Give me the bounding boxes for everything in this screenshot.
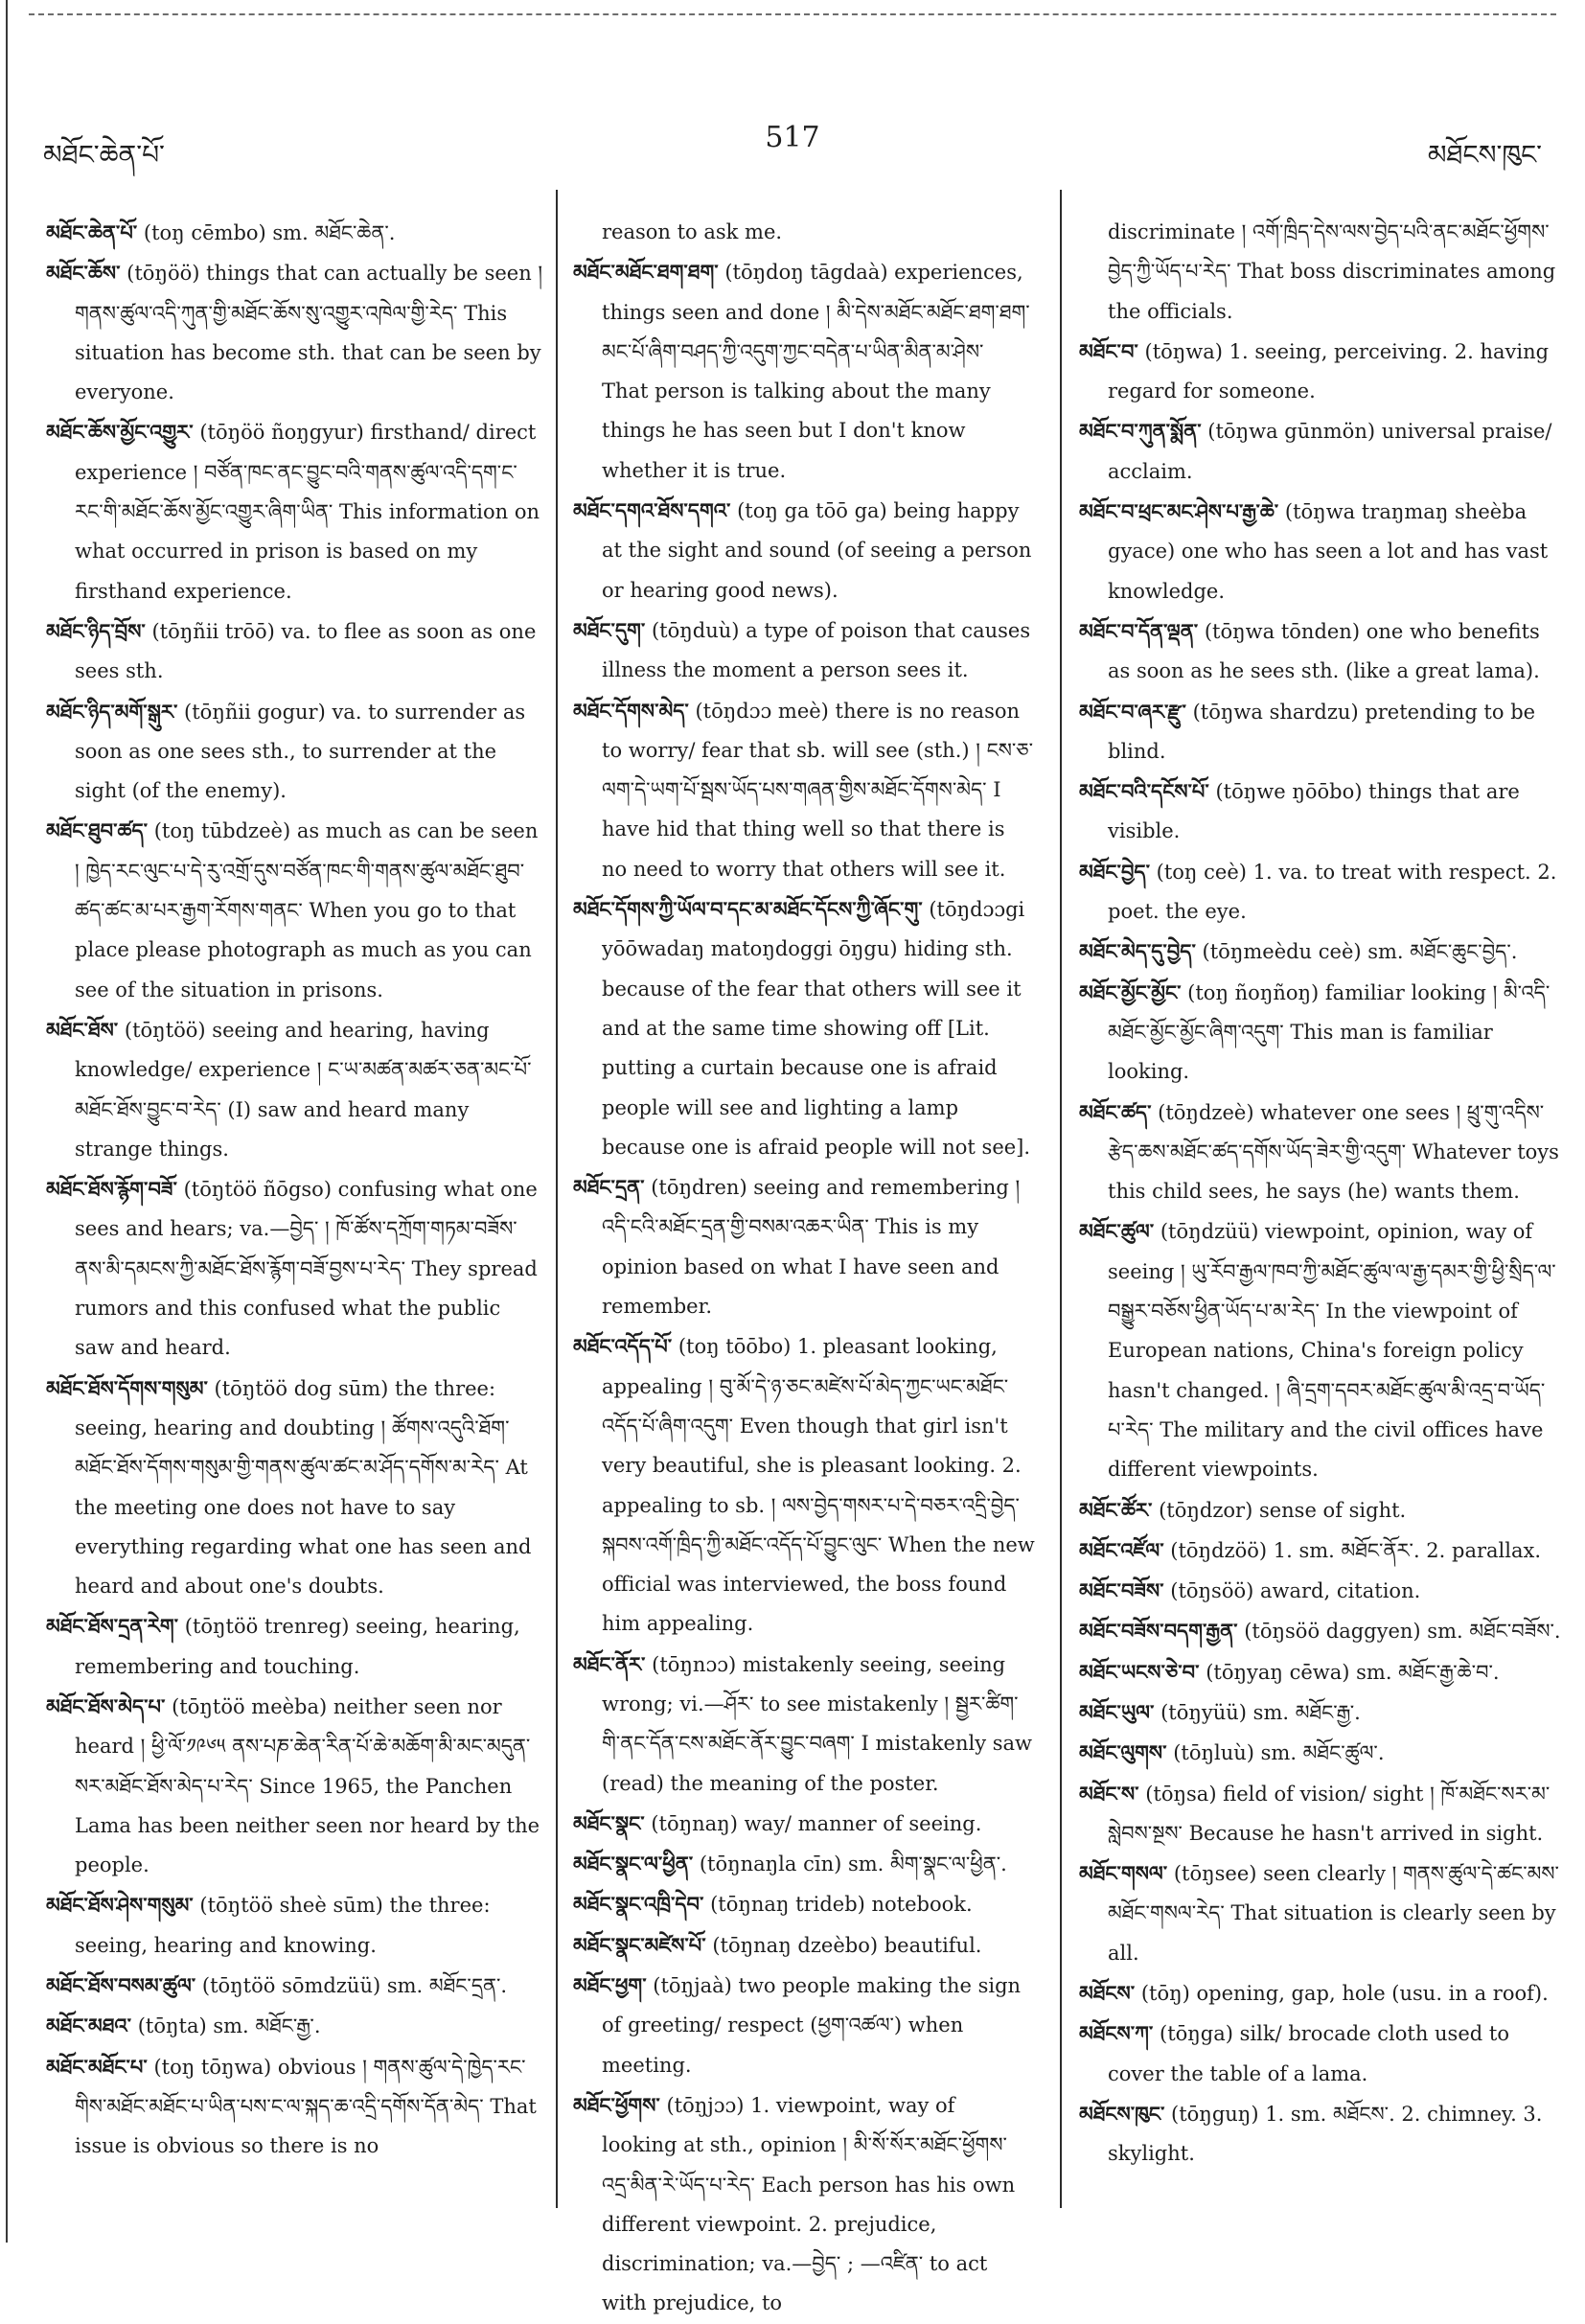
headword: མཐོང་མཐོང་ཐག་ཐག་ <box>573 260 719 285</box>
definition-text: (tōŋsöö) award, citation. <box>1163 1579 1421 1603</box>
definition-text: (tōŋtöö sheè sūm) the three: seeing, hearing and knowing. <box>75 1894 491 1957</box>
dictionary-entry <box>573 691 1035 889</box>
dictionary-entry <box>46 213 544 253</box>
dictionary-entry <box>1079 1692 1562 1733</box>
definition-text: (tōŋwe ŋōōbo) things that are visible. <box>1108 780 1520 843</box>
dictionary-entry <box>46 611 544 692</box>
definition-text: (tōŋjaà) two people making the sign of greeting/ respect (ཕྱག་འཚལ་) when meeting. <box>602 1974 1022 2077</box>
definition-text: (tōŋsa) field of vision/ sight ། ཁོ་མཐོང་སར་མ་སླེབས་སྔས་ Because he hasn't arrived in sight. <box>1108 1782 1551 1845</box>
dictionary-entry <box>573 2085 1035 2324</box>
definition-text: (tōŋmeèdu ceè) sm. མཐོང་ཆུང་བྱེད་. <box>1195 940 1518 964</box>
definition-text: (tōŋnaŋla cīn) sm. མིག་སྣང་ལ་ཕྱིན་. <box>693 1852 1007 1876</box>
headword: མཐོང་ཕྱོགས་ <box>573 2092 660 2117</box>
headword: མཐོང་ཐོས་མེད་པ་ <box>46 1693 166 1718</box>
headword: མཐོང་མེད་དུ་བྱེད་ <box>1079 939 1196 964</box>
definition-text: (toŋ ga tōō ga) being happy at the sight and sound (of seeing a person or hearing good news). <box>602 499 1032 602</box>
definition-text: (tōŋluù) sm. མཐོང་ཚུལ་. <box>1166 1741 1385 1765</box>
definition-text: reason to ask me. <box>602 220 783 243</box>
dictionary-entry <box>1079 2013 1562 2094</box>
dictionary-entry <box>573 1167 1035 1326</box>
definition-text: (tōŋdzor) sense of sight. <box>1152 1498 1407 1522</box>
headword: མཐོང་བཟོས་ <box>1079 1578 1164 1603</box>
dictionary-entry <box>1079 973 1562 1093</box>
dictionary-entry <box>1079 1490 1562 1530</box>
dictionary-entry <box>1079 1571 1562 1611</box>
headword: མཐོང་བ་དོན་ལྡན་ <box>1079 618 1199 643</box>
headword: མཐོང་ཐོས་བསམ་ཚུལ་ <box>46 1973 196 1998</box>
headword: མཐོང་བཟོས་བདག་རྒྱན་ <box>1079 1619 1238 1644</box>
headword: མཐོང་ཕྱག་ <box>573 1973 647 1998</box>
dictionary-entry <box>1079 1733 1562 1773</box>
dictionary-entry <box>1079 611 1562 692</box>
dictionary-entry <box>46 253 544 412</box>
headword: མཐོངས་ཁུང་ <box>1079 2101 1165 2126</box>
headword: མཐོང་བ་ <box>1079 338 1138 363</box>
definition-text: (tōŋwa shardzu) pretending to be blind. <box>1108 700 1536 763</box>
dictionary-entry <box>1079 1530 1562 1571</box>
headword: མཐོང་ས་ <box>1079 1781 1139 1806</box>
headword: མཐོང་ཐོས་ <box>46 1017 119 1042</box>
headword: མཐོང་སྣང་འཁྲི་དེབ་ <box>573 1892 704 1917</box>
definition-text: (tōŋsee) seen clearly ། གནས་ཚུལ་དེ་ཚང་མས་མཐོང་གསལ་རེད་ That situation is clearly seen by all. <box>1108 1862 1559 1965</box>
dictionary-entry <box>573 1326 1035 1644</box>
left-guide-word: མཐོང་ཆེན་པོ་ <box>43 139 165 171</box>
dictionary-entry <box>573 1966 1035 2085</box>
definition-text: (tōŋsöö daggyen) sm. མཐོང་བཟོས་. <box>1237 1620 1561 1644</box>
dictionary-entry <box>46 1966 544 2006</box>
definition-text: (tōŋga) silk/ brocade cloth used to cover the table of a lama. <box>1108 2022 1509 2085</box>
dictionary-entry <box>1079 213 1562 332</box>
headword: མཐོངས་ཀ་ <box>1079 2021 1154 2046</box>
dictionary-entry <box>46 1169 544 1368</box>
dictionary-entry <box>46 692 544 812</box>
definition-text: (toŋ ceè) 1. va. to treat with respect. 2. poet. the eye. <box>1108 860 1557 924</box>
dictionary-entry <box>1079 492 1562 611</box>
definition-text: (toŋ ñoŋñoŋ) familiar looking ། མི་འདི་མཐོང་མྱོང་མྱོང་ཞིག་འདུག་ This man is familiar looking. <box>1108 980 1551 1084</box>
headword: མཐོང་དོགས་མེད་ <box>573 698 689 723</box>
dictionary-entry <box>1079 1093 1562 1212</box>
definition-text: (tōŋduù) a type of poison that causes illness the moment a person sees it. <box>602 618 1031 682</box>
definition-text: discriminate ། འགོ་ཁྲིད་དེས་ལས་བྱེད་པའི་ནང་མཐོང་ཕྱོགས་བྱེད་ཀྱི་ཡོད་པ་རེད་ That boss discriminates among the officials. <box>1108 220 1556 323</box>
headword: མཐོང་ཚུལ་ <box>1079 1219 1155 1244</box>
dictionary-entry <box>573 1804 1035 1844</box>
headword: མཐོང་མཐོང་པ་ <box>46 2054 148 2079</box>
definition-text: (tōŋnaŋ) way/ manner of seeing. <box>644 1811 982 1835</box>
definition-text: (tōŋöö) things that can actually be seen ། གནས་ཚུལ་འདི་ཀུན་གྱི་མཐོང་ཆོས་སུ་འགྱུར་འཁེལ་གྱི་རེད་ This situation has become sth. that can be seen by everyone. <box>75 262 543 404</box>
dictionary-entry <box>1079 1611 1562 1651</box>
headword: མཐོང་ཆེན་པོ་ <box>46 220 138 244</box>
definition-text: (tōŋyüü) sm. མཐོང་རྒྱ་. <box>1154 1700 1361 1724</box>
headword: མཐོང་ཉིད་མགོ་སྒུར་ <box>46 699 178 724</box>
dictionary-entry <box>46 811 544 1009</box>
definition-text: (tōŋdoŋ tāgdaà) experiences, things seen and done ། མི་དེས་མཐོང་མཐོང་ཐག་ཐག་མང་པོ་ཞིག་བཤད་ཀྱི་འདུག་ཀྱང་བདེན་པ་ཡིན་མིན་མ་ཤེས་ That person is talking about the many things he has seen but I don't know whether it is true. <box>602 261 1030 482</box>
definition-text: (tōŋnɔɔ) mistakenly seeing, seeing wrong; vi.—ཤོར་ to see mistakenly ། སྦྱར་ཚིག་གི་ནང་དོན་ངས་མཐོང་ནོར་བྱུང་བཞག་ I mistakenly saw (read) the meaning of the poster. <box>602 1652 1033 1795</box>
headword: མཐོང་སྣང་མཛེས་པོ་ <box>573 1932 706 1957</box>
dictionary-entry <box>573 889 1035 1167</box>
column-divider <box>556 190 558 2208</box>
headword: མཐོང་དྲན་ <box>573 1175 645 1200</box>
definition-text: (tōŋdzöö) 1. sm. མཐོང་ནོར་. 2. parallax. <box>1163 1538 1542 1562</box>
dictionary-entry <box>1079 411 1562 492</box>
page-edge-line <box>6 0 8 2243</box>
headword: མཐོང་དུག་ <box>573 617 646 642</box>
dictionary-entry <box>46 412 544 610</box>
headword: མཐོང་འཛོལ་ <box>1079 1537 1164 1562</box>
definition-text: (toŋ cēmbo) sm. མཐོང་ཆེན་. <box>137 221 396 244</box>
definition-text: (tōŋguŋ) 1. sm. མཐོངས་. 2. chimney. 3. skylight. <box>1108 2102 1543 2166</box>
headword: མཐོང་བྱེད་ <box>1079 859 1150 884</box>
dictionary-entry <box>46 1885 544 1966</box>
definition-text: (tōŋtöö sōmdzüü) sm. མཐོང་དྲན་. <box>195 1974 508 1998</box>
definition-text: (tōŋwa tōnden) one who benefits as soon as he sees sth. (like a great lama). <box>1108 619 1540 683</box>
definition-text: (toŋ tūbdzeè) as much as can be seen ། ཁྱེད་རང་ལུང་པ་དེ་རུ་འགྲོ་དུས་བཙོན་ཁང་གི་གནས་ཚུལ་མཐོང་ཐུབ་ཚད་ཚང་མ་པར་རྒྱག་རོགས་གནང་ When you go to that place please photograph as much as you can see of the situation in prisons. <box>75 819 539 1001</box>
definition-text: (tōŋtöö meèba) neither seen nor heard ། ཕྱི་ལོ་༡༩༦༥ ནས་པཎ་ཆེན་རིན་པོ་ཆེ་མཆོག་མི་མང་མདུན་སར་མཐོང་ཐོས་མེད་པ་རེད་ Since 1965, the Panchen Lama has been neither seen nor heard by the people. <box>75 1694 540 1877</box>
dictionary-entry <box>573 1884 1035 1924</box>
definition-text: (tōŋñii gogur) va. to surrender as soon as one sees sth., to surrender at the sight (of the enemy). <box>75 700 526 803</box>
definition-text: (tōŋjɔɔ) 1. viewpoint, way of looking at sth., opinion ། མི་སོ་སོར་མཐོང་ཕྱོགས་འདྲ་མིན་རེ་ཡོད་པ་རེད་ Each person has his own different viewpoint. 2. prejudice, discrimination; va.—བྱེད་ ; —འཛིན་ to act with prejudice, to <box>602 2093 1016 2315</box>
definition-text: (tōŋñii trōō) va. to flee as soon as one sees sth. <box>75 619 537 683</box>
definition-text: (tōŋ) opening, gap, hole (usu. in a roof). <box>1135 1982 1549 2006</box>
dictionary-entry <box>1079 932 1562 972</box>
definition-text: (tōŋta) sm. མཐོང་རྒྱ་. <box>131 2014 321 2038</box>
definition-text: (tōŋtöö doɡ sūm) the three: seeing, hearing and doubting ། ཚོགས་འདུའི་ཐོག་མཐོང་ཐོས་དོགས་གསུམ་གྱི་གནས་ཚུལ་ཚང་མ་ཤོད་དགོས་མ་རེད་ At the meeting one does not have to say everything regarding what one has seen and heard and about one's doubts. <box>75 1376 532 1599</box>
definition-text: (tōŋtöö) seeing and hearing, having knowledge/ experience ། ང་ཡ་མཚན་མཚར་ཅན་མང་པོ་མཐོང་ཐོས་བྱུང་བ་རེད་ (I) saw and heard many strange things. <box>75 1018 532 1161</box>
dictionary-entry <box>1079 1973 1562 2013</box>
definition-text: (tōŋwa traŋmaŋ sheèba gyace) one who has seen a lot and has vast knowledge. <box>1108 500 1549 603</box>
top-border-rule <box>29 13 1556 15</box>
headword: མཐོང་མཐའ་ <box>46 2013 132 2038</box>
headword: མཐོང་ཆོས་ <box>46 261 121 286</box>
dictionary-entry <box>573 213 1035 252</box>
dictionary-entry <box>1079 332 1562 412</box>
dictionary-entry <box>1079 852 1562 932</box>
dictionary-entry <box>1079 2094 1562 2174</box>
dictionary-entry <box>573 1645 1035 1804</box>
definition-text: (tōŋdren) seeing and remembering ། འདི་ངའི་མཐོང་དྲན་གྱི་བསམ་འཆར་ཡིན་ This is my opinion based on what I have seen and remember. <box>602 1176 1021 1319</box>
definition-text: (tōŋdzeè) whatever one sees ། ཕྲུ་གུ་འདིས་རྩེད་ཆས་མཐོང་ཚད་དགོས་ཡོད་ཟེར་གྱི་འདུག་ Whatever toys this child sees, he says (he) wants them. <box>1108 1100 1559 1204</box>
headword: མཐོང་ཐོས་རྙོག་བཟོ་ <box>46 1177 177 1202</box>
headword: མཐོང་སྣང་ <box>573 1810 645 1835</box>
dictionary-entry <box>46 2006 544 2046</box>
dictionary-entry <box>1079 692 1562 772</box>
definition-text: (tōŋdɔɔgi yōōwadaŋ matoŋdoggi ōŋgu) hiding sth. because of the fear that others will see it and at the same time showing off [Lit. putting a curtain because one is afraid people will see and lighting a lamp because one is afraid people will not see]. <box>602 898 1031 1159</box>
definition-text: (tōŋdɔɔ meè) there is no reason to worry/ fear that sb. will see (sth.) ། ངས་ཅ་ལག་དེ་ཡག་པོ་སྦས་ཡོད་པས་གཞན་གྱིས་མཐོང་དོགས་མེད་ I have hid that thing well so that there is no need to worry that others will see it. <box>602 699 1034 881</box>
definition-text: (tōŋtöö trenreg) seeing, hearing, remembering and touching. <box>75 1615 520 1678</box>
definition-text: (tōŋdzüü) viewpoint, opinion, way of seeing ། ཡུ་རོབ་རྒྱལ་ཁབ་ཀྱི་མཐོང་ཚུལ་ལ་རྒྱ་དམར་གྱི་ཕྱི་སྲིད་ལ་བསྒྱུར་བཅོས་ཕྱིན་ཡོད་པ་མ་རེད་ In the viewpoint of European nations, China's foreign policy hasn't changed. ། ཞི་དྲག་དབར་མཐོང་ཚུལ་མི་འདྲ་བ་ཡོད་པ་རེད་ The military and the civil offices have different viewpoints. <box>1108 1220 1556 1482</box>
definition-text: (toŋ tōŋwa) obvious ། གནས་ཚུལ་དེ་ཁྱེད་རང་གིས་མཐོང་མཐོང་པ་ཡིན་པས་ང་ལ་སྐད་ཆ་འདྲི་དགོས་དོན་མེད་ That issue is obvious so there is no <box>75 2055 537 2158</box>
headword: མཐོང་ཐོས་དྲན་རེག་ <box>46 1614 179 1639</box>
definition-text: (tōŋyaŋ cēwa) sm. མཐོང་རྒྱ་ཆེ་བ་. <box>1199 1660 1500 1684</box>
dictionary-entry <box>1079 1853 1562 1973</box>
right-guide-word: མཐོངས་ཁུང་ <box>1427 139 1542 171</box>
headword: མཐོང་ཐོས་དོགས་གསུམ་ <box>46 1375 208 1400</box>
headword: མཐོང་ཚད་ <box>1079 1099 1152 1124</box>
headword: མཐོང་ཚོར་ <box>1079 1497 1153 1522</box>
headword: མཐོང་བ་ཕྲང་མང་ཤེས་པ་རྒྱ་ཆེ་ <box>1079 499 1279 524</box>
definition-text: (tōŋtöö ñōgso) confusing what one sees and hears; va.—བྱེད་ ། ཁོ་ཚོས་དཀྲོག་གཏམ་བཟོས་ནས་མི་དམངས་ཀྱི་མཐོང་ཐོས་རྙོག་བཟོ་བྱས་པ་རེད་ They spread rumors and this confused what the public saw and heard. <box>75 1178 538 1360</box>
definition-text: (tōŋnaŋ dzeèbo) beautiful. <box>705 1933 982 1957</box>
dictionary-entry <box>46 1606 544 1687</box>
definition-text: (tōŋwa) 1. seeing, perceiving. 2. having regard for someone. <box>1108 339 1550 403</box>
page-number: 517 <box>765 121 820 154</box>
dictionary-entry <box>573 1925 1035 1966</box>
dictionary-entry <box>1079 1211 1562 1489</box>
dictionary-entry <box>573 491 1035 610</box>
headword: མཐོང་བ་ཀུན་སྨོན་ <box>1079 419 1202 444</box>
dictionary-entry <box>1079 771 1562 852</box>
headword: མཐོང་འདོད་པོ་ <box>573 1334 673 1359</box>
column-divider <box>1060 190 1062 2208</box>
dictionary-entry <box>1079 1774 1562 1854</box>
column-1 <box>46 213 544 2167</box>
dictionary-entry <box>573 252 1035 491</box>
headword: མཐོངས་ <box>1079 1981 1136 2006</box>
headword: མཐོང་ཡངས་ཅེ་བ་ <box>1079 1659 1200 1684</box>
headword: མཐོང་དོགས་ཀྱི་ཡོལ་བ་དང་མ་མཐོང་དོངས་ཀྱི་ཞོང་གུ་ <box>573 897 923 922</box>
dictionary-entry <box>46 2047 544 2167</box>
headword: མཐོང་ཐུབ་ཚད་ <box>46 818 149 843</box>
dictionary-entry <box>573 610 1035 691</box>
headword: མཐོང་བའི་དངོས་པོ་ <box>1079 779 1209 804</box>
definition-text: (toŋ tōōbo) 1. pleasant looking, appealing ། བུ་མོ་དེ་ཉ་ཅང་མཛེས་པོ་མེད་ཀྱང་ཡང་མཐོང་འདོད་པོ་ཞིག་འདུག་ Even though that girl isn't very beautiful, she is pleasant looking. 2. appealing to sb. ། ལས་བྱེད་གསར་པ་དེ་བཅར་འདྲི་བྱེད་སྐབས་འགོ་ཁྲིད་ཀྱི་མཐོང་འདོད་པོ་བྱུང་ལུང་ When the new official was interviewed, the boss found him appealing. <box>602 1335 1035 1636</box>
definition-text: (tōŋwa gūnmön) universal praise/ acclaim. <box>1108 420 1552 483</box>
headword: མཐོང་དགའ་ཐོས་དགའ་ <box>573 498 731 523</box>
headword: མཐོང་ལུགས་ <box>1079 1740 1167 1765</box>
dictionary-entry <box>46 1687 544 1885</box>
dictionary-entry <box>46 1010 544 1169</box>
definition-text: (tōŋöö ñoŋgyur) firsthand/ direct experience ། བཙོན་ཁང་ནང་བྱུང་བའི་གནས་ཚུལ་འདི་དག་ང་རང་གི་མཐོང་ཆོས་མྱོང་འགྱུར་ཞིག་ཡིན་ This information on what occurred in prison is based on my firsthand experience. <box>75 421 540 603</box>
column-2 <box>573 213 1035 2324</box>
headword: མཐོང་ནོར་ <box>573 1651 646 1676</box>
headword: མཐོང་གསལ་ <box>1079 1861 1168 1886</box>
headword: མཐོང་ཡུལ་ <box>1079 1699 1155 1724</box>
definition-text: (tōŋnaŋ trideb) notebook. <box>703 1893 973 1917</box>
headword: མཐོང་ཉིད་བྲོས་ <box>46 618 146 643</box>
column-3 <box>1079 213 1562 2174</box>
headword: མཐོང་མྱོང་མྱོང་ <box>1079 979 1182 1004</box>
dictionary-entry <box>573 1844 1035 1884</box>
dictionary-entry <box>46 1369 544 1607</box>
headword: མཐོང་སྣང་ལ་ཕྱིན་ <box>573 1852 694 1876</box>
dictionary-entry <box>1079 1652 1562 1692</box>
headword: མཐོང་ཆོས་མྱོང་འགྱུར་ <box>46 420 194 445</box>
headword: མཐོང་ཐོས་ཤེས་གསུམ་ <box>46 1893 194 1918</box>
headword: མཐོང་བ་ཞར་རྫུ་ <box>1079 699 1186 724</box>
